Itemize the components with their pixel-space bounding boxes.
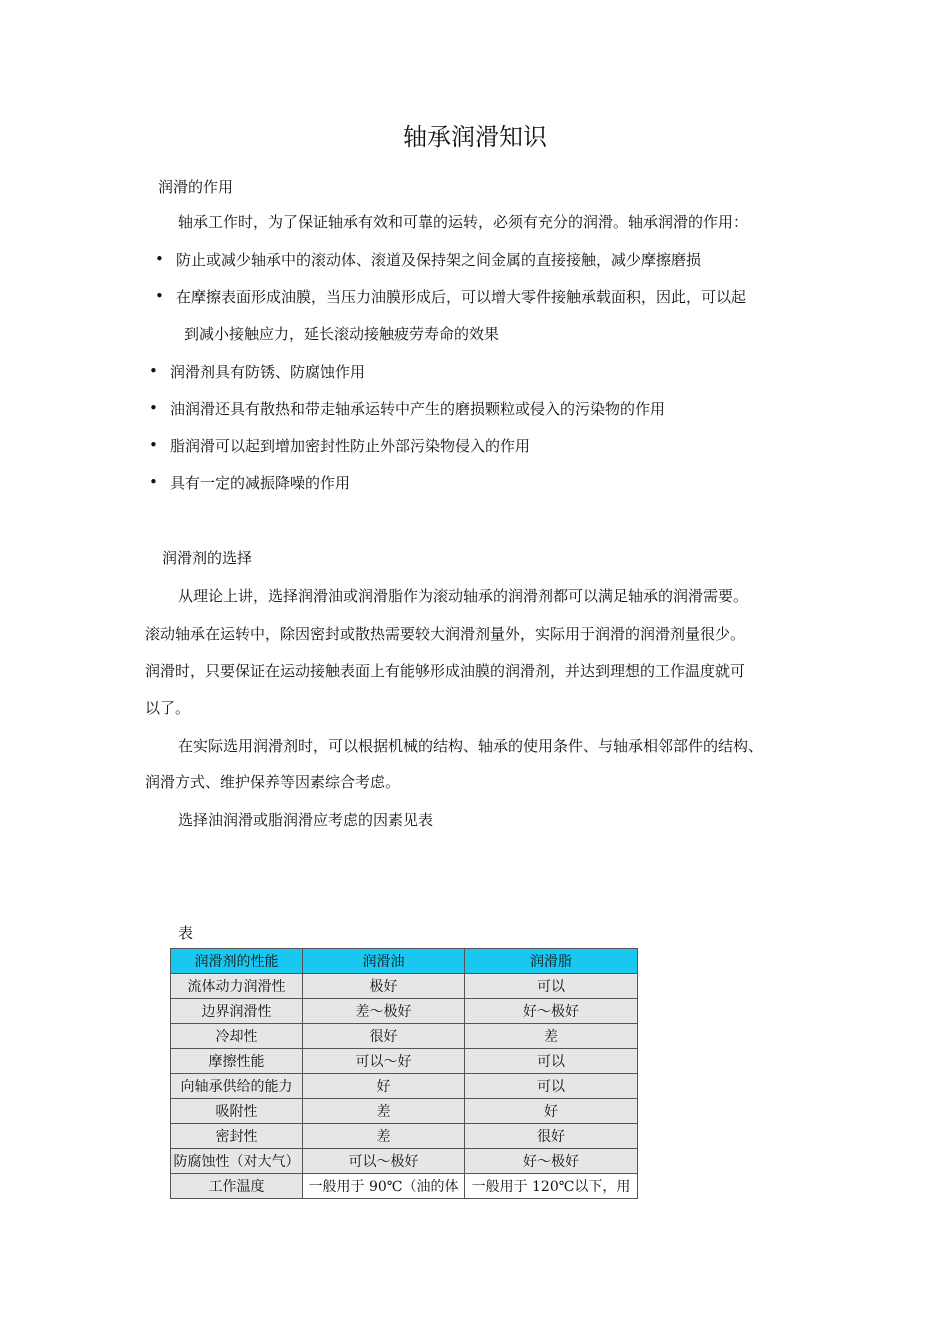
table-cell: 摩擦性能 (171, 1049, 303, 1074)
table-cell: 极好 (303, 974, 465, 999)
table-caption: 表 (178, 924, 194, 942)
bullet-icon: • (155, 250, 164, 268)
table-cell: 好 (303, 1074, 465, 1099)
table-reference: 选择油润滑或脂润滑应考虑的因素见表 (178, 811, 434, 829)
table-row (171, 999, 638, 1024)
bullet-icon: • (149, 473, 158, 491)
table-cell: 边界润滑性 (171, 999, 303, 1024)
bullet-item: 防止或减少轴承中的滚动体、滚道及保持架之间金属的直接接触，减少摩擦磨损 (176, 251, 702, 269)
table-cell: 防腐蚀性（对大气） (171, 1149, 303, 1174)
table-cell: 工作温度 (171, 1174, 303, 1199)
table-cell: 密封性 (171, 1124, 303, 1149)
table-cell: 差 (465, 1024, 638, 1049)
section-heading-lubricant-selection: 润滑剂的选择 (162, 549, 253, 567)
table-cell: 好～极好 (465, 1149, 638, 1174)
paragraph-line: 在实际选用润滑剂时，可以根据机械的结构、轴承的使用条件、与轴承相邻部件的结构、 (178, 737, 764, 755)
bullet-icon: • (149, 436, 158, 454)
paragraph-line: 滚动轴承在运转中，除因密封或散热需要较大润滑剂量外，实际用于润滑的润滑剂量很少。 (145, 625, 746, 643)
page-title: 轴承润滑知识 (403, 123, 547, 151)
table-row (171, 1149, 638, 1174)
table-cell: 可以～极好 (303, 1149, 465, 1174)
section1-intro: 轴承工作时，为了保证轴承有效和可靠的运转，必须有充分的润滑。轴承润滑的作用： (178, 213, 749, 231)
bullet-item-continuation: 到减小接触应力，延长滚动接触疲劳寿命的效果 (184, 325, 500, 343)
table-cell: 差 (303, 1124, 465, 1149)
table-row (171, 1099, 638, 1124)
table-row (171, 1124, 638, 1149)
bullet-icon: • (149, 399, 158, 417)
table-cell: 可以 (465, 1074, 638, 1099)
paragraph-line: 以了。 (145, 699, 191, 717)
table-header-cell: 润滑剂的性能 (171, 949, 303, 974)
table-cell: 吸附性 (171, 1099, 303, 1124)
table-row (171, 1074, 638, 1099)
bullet-icon: • (155, 287, 164, 305)
table-cell: 向轴承供给的能力 (171, 1074, 303, 1099)
table-cell: 流体动力润滑性 (171, 974, 303, 999)
table-cell: 好～极好 (465, 999, 638, 1024)
table-row (171, 1024, 638, 1049)
bullet-item: 油润滑还具有散热和带走轴承运转中产生的磨损颗粒或侵入的污染物的作用 (170, 400, 666, 418)
table-row (171, 1174, 638, 1199)
section-heading-lubrication-function: 润滑的作用 (158, 178, 234, 196)
paragraph-line: 润滑方式、维护保养等因素综合考虑。 (145, 773, 401, 791)
paragraph-line: 润滑时，只要保证在运动接触表面上有能够形成油膜的润滑剂，并达到理想的工作温度就可 (145, 662, 746, 680)
table-cell: 差 (303, 1099, 465, 1124)
bullet-icon: • (149, 362, 158, 380)
bullet-item: 润滑剂具有防锈、防腐蚀作用 (170, 363, 366, 381)
paragraph-line: 从理论上讲，选择润滑油或润滑脂作为滚动轴承的润滑剂都可以满足轴承的润滑需要。 (178, 587, 749, 605)
table-cell: 差～极好 (303, 999, 465, 1024)
table-cell: 很好 (303, 1024, 465, 1049)
bullet-item: 脂润滑可以起到增加密封性防止外部污染物侵入的作用 (170, 437, 531, 455)
lubricant-comparison-table (170, 948, 638, 1199)
bullet-item: 具有一定的减振降噪的作用 (170, 474, 351, 492)
table-cell: 冷却性 (171, 1024, 303, 1049)
table-cell: 一般用于 120℃以下，用 (465, 1174, 638, 1199)
table-cell: 一般用于 90℃（油的体 (303, 1174, 465, 1199)
table-header-cell: 润滑脂 (465, 949, 638, 974)
table-cell: 很好 (465, 1124, 638, 1149)
table-cell: 可以～好 (303, 1049, 465, 1074)
table-cell: 可以 (465, 974, 638, 999)
table-cell: 好 (465, 1099, 638, 1124)
bullet-item: 在摩擦表面形成油膜，当压力油膜形成后，可以增大零件接触承载面积，因此，可以起 (176, 288, 747, 306)
table-header-row (171, 949, 638, 974)
table-row (171, 974, 638, 999)
table-header-cell: 润滑油 (303, 949, 465, 974)
table-row (171, 1049, 638, 1074)
table-cell: 可以 (465, 1049, 638, 1074)
